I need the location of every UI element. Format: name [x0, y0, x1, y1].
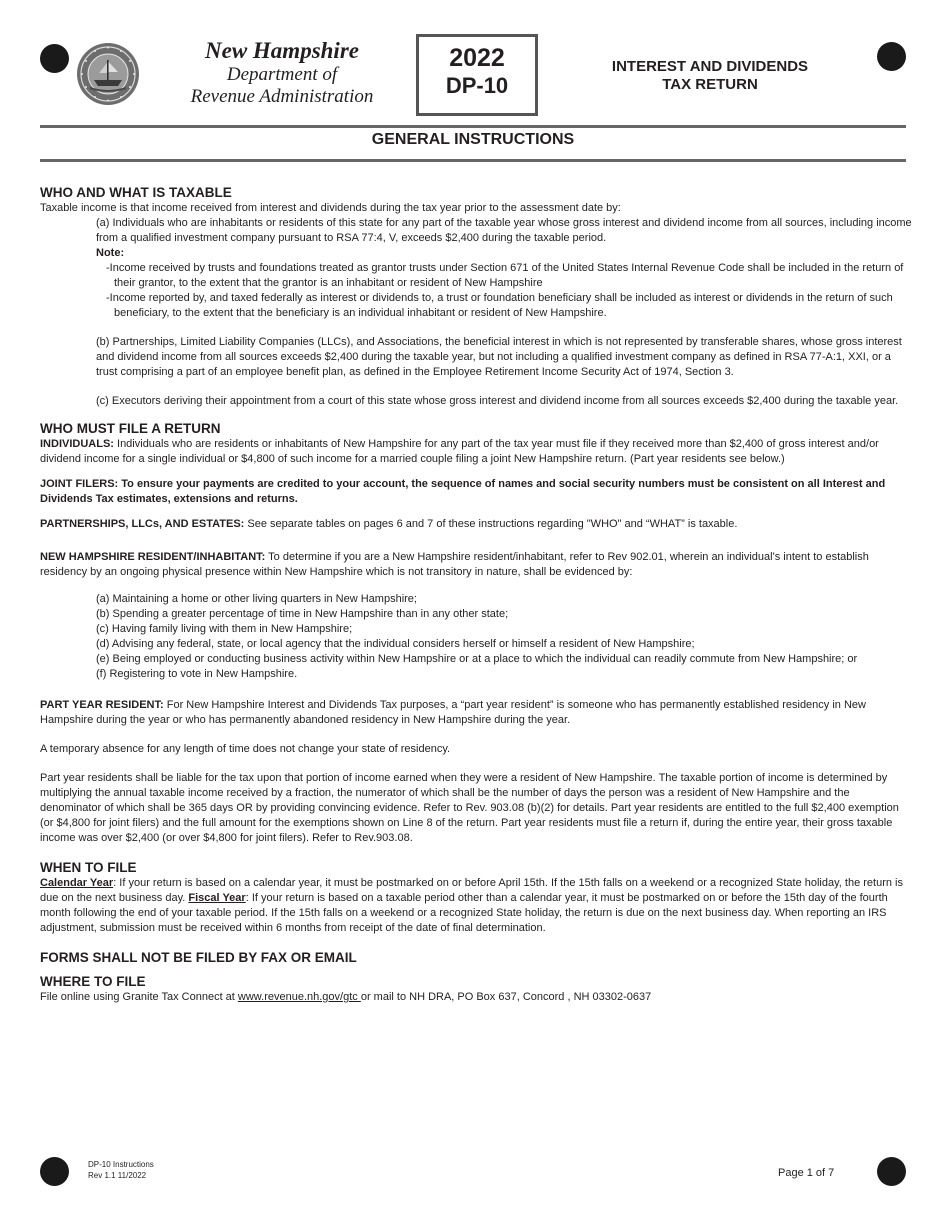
taxable-item-c: (c) Executors deriving their appointment from a court of this state whose gross interest and dividend income from all sources exceeds $2,400 during the taxable year. — [96, 395, 899, 407]
page-number: Page 1 of 7 — [778, 1167, 835, 1179]
individuals-paragraph — [40, 437, 912, 467]
form-year: 2022 — [449, 44, 505, 72]
form-id-box — [416, 34, 538, 116]
taxable-item-b: (b) Partnerships, Limited Liability Companies (LLCs), and Associations, the beneficial interest in which is not represented by transferable shares, whose gross interest and dividend income from all sources exceeds $2,400 during the taxable year, but not including a qualified investment company as defined in RSA 77-A:1, XXI, or a trust comprising a part of an employee benefit plan, as defined in the Employee Retirement Income Security Act of 1974, Section 3. — [96, 336, 902, 378]
registration-mark-top-right — [877, 42, 906, 71]
footer-revision: Rev 1.1 11/2022 — [88, 1171, 147, 1180]
partnerships-text: See separate tables on pages 6 and 7 of these instructions regarding "WHO" and “WHAT” is taxable. — [244, 518, 738, 530]
part-year-liability: Part year residents shall be liable for the tax upon that portion of income earned when they were a resident of New Hampshire. The taxable portion of income is determined by multiplying the annual taxable income received by a fraction, the numerator of which shall be the number of days the person was a resident of New Hampshire and the denominator of which shall be 365 days OR by providing convincing evidence. Refer to Rev. 903.08 (b)(2) for details. Part year residents are entitled to the full $2,400 exemption (or $4,800 for joint filers) and the full amount for the exemptions shown on Line 8 of the return. Part year residents must file a return if, during the entire year, their gross taxable income was over $2,400 (or over $4,800 for joint filers). Refer to Rev.903.08. — [40, 772, 899, 844]
state-seal-icon — [76, 42, 140, 106]
heading-where-to-file: WHERE TO FILE — [40, 974, 146, 989]
list-item: (f) Registering to vote in New Hampshire. — [96, 668, 298, 680]
note-2: -Income reported by, and taxed federally as interest or dividends to, a trust or foundation beneficiary shall be included as interest or dividends in the return of such beneficiary, to the extent that the beneficiary is an individual inhabitant or resident of New Hampshire. — [106, 292, 893, 319]
list-item: (c) Having family living with them in New Hampshire; — [96, 623, 353, 635]
part-year-paragraph — [40, 698, 912, 728]
agency-state: New Hampshire — [205, 38, 359, 63]
list-item: (e) Being employed or conducting business activity within New Hampshire or at a place to which the individual can readily commute from New Hampshire; or — [96, 653, 858, 665]
individuals-label: INDIVIDUALS: — [40, 438, 114, 450]
where-to-file-paragraph — [40, 990, 912, 1005]
individuals-text: Individuals who are residents or inhabitants of New Hampshire for any part of the tax year must file if they received more than $2,400 of gross interest and/or dividend income for a single individual or $4,800 of such income for a married couple filing a joint New Hampshire return. (Part year residents see below.) — [40, 438, 879, 465]
registration-mark-top-left — [40, 44, 69, 73]
agency-division: Revenue Administration — [190, 86, 374, 107]
part-year-label: PART YEAR RESIDENT: — [40, 699, 164, 711]
list-item: (b) Spending a greater percentage of time in New Hampshire than in any other state; — [96, 608, 509, 620]
heading-who-must-file: WHO MUST FILE A RETURN — [40, 421, 221, 436]
calendar-year-label: Calendar Year — [40, 877, 114, 889]
calendar-year-text: : If your return is based on a calendar year, it must be postmarked on or before April 15th. If the 15th falls on a weekend or a recognized State holiday, the return is due on the next business day. — [40, 877, 903, 904]
heading-when-to-file: WHEN TO FILE — [40, 860, 137, 875]
resident-paragraph — [40, 550, 912, 580]
taxable-intro: Taxable income is that income received from interest and dividends during the tax year prior to the assessment date by: — [40, 202, 621, 214]
form-title-line2: TAX RETURN — [662, 76, 758, 93]
instructions-body — [40, 185, 912, 1005]
agency-name — [162, 37, 402, 108]
top-divider — [40, 125, 906, 128]
form-title — [560, 58, 860, 94]
joint-filers-paragraph: JOINT FILERS: To ensure your payments are credited to your account, the sequence of names and social security numbers must be consistent on all Interest and Dividends Tax estimates, extensions and returns. — [40, 478, 886, 505]
taxable-item-a: (a) Individuals who are inhabitants or residents of this state for any part of the taxable year whose gross interest and dividend income from all sources, including income from a qualified investment company pursuant to RSA 77:4, V, exceeds $2,400 during the taxable period. — [96, 217, 912, 244]
partnerships-paragraph — [40, 517, 912, 532]
list-item: (a) Maintaining a home or other living quarters in New Hampshire; — [96, 593, 417, 605]
note-1: -Income received by trusts and foundations treated as grantor trusts under Section 671 of the United States Internal Revenue Code shall be included in the return of their grantor, to the extent that the grantor is an inhabitant or resident of New Hampshire — [106, 262, 904, 289]
section-title: GENERAL INSTRUCTIONS — [371, 131, 575, 148]
section-divider — [40, 159, 906, 162]
heading-no-fax: FORMS SHALL NOT BE FILED BY FAX OR EMAIL — [40, 950, 357, 965]
where-text-before: File online using Granite Tax Connect at — [40, 991, 238, 1003]
form-code: DP-10 — [445, 73, 509, 98]
heading-who-what-taxable: WHO AND WHAT IS TAXABLE — [40, 185, 232, 200]
resident-text: To determine if you are a New Hampshire resident/inhabitant, refer to Rev 902.01, wherein an individual's intent to establish residency by an ongoing physical presence within New Hampshire which is not transitory in nature, shall be evidenced by: — [40, 551, 869, 578]
form-title-line1: INTEREST AND DIVIDENDS — [611, 58, 809, 75]
fiscal-year-label: Fiscal Year — [188, 892, 246, 904]
list-item: (d) Advising any federal, state, or local agency that the individual considers herself or himself a resident of New Hampshire; — [96, 638, 695, 650]
fiscal-year-text: : If your return is based on a taxable period other than a calendar year, it must be postmarked on or before the 15th day of the fourth month following the end of your taxable period. If the 15th falls on a weekend or a recognized State holiday, the return is due on the next business day. When reporting an IRS adjustment, submission must be received within 6 months from receipt of the date of final determination. — [40, 892, 888, 934]
granite-tax-connect-link[interactable]: www.revenue.nh.gov/gtc — [237, 991, 361, 1003]
resident-label: NEW HAMPSHIRE RESIDENT/INHABITANT: — [40, 551, 266, 563]
residency-evidence-list — [40, 592, 912, 682]
part-year-text: For New Hampshire Interest and Dividends Tax purposes, a “part year resident” is someone who has permanently established residency in New Hampshire during the year or who has permanently abandoned residency in New Hampshire during the year. — [40, 699, 866, 726]
registration-mark-bottom-left — [40, 1157, 69, 1186]
agency-department: Department of — [226, 64, 338, 85]
note-label: Note: — [96, 247, 125, 259]
footer-doc-name: DP-10 Instructions — [88, 1160, 154, 1169]
partnerships-label: PARTNERSHIPS, LLCs, AND ESTATES: — [40, 518, 245, 530]
footer-document-info — [88, 1159, 154, 1181]
when-to-file-paragraph — [40, 876, 912, 936]
where-text-after: or mail to NH DRA, PO Box 637, Concord , NH 03302-0637 — [360, 991, 652, 1003]
registration-mark-bottom-right — [877, 1157, 906, 1186]
temporary-absence: A temporary absence for any length of time does not change your state of residency. — [40, 743, 451, 755]
